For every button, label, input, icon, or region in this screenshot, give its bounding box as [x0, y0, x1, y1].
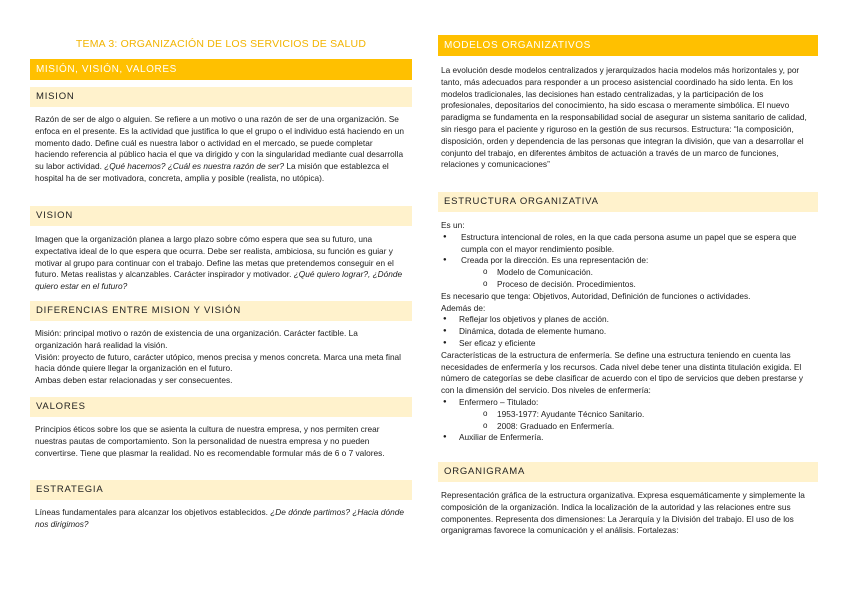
mision-text: Razón de ser de algo o alguien. Se refiere a un motivo o una razón de ser de una organización. Se enfoca en el presente. Es la actividad que justifica lo que el grupo o el individuo está haciendo en un momento dado. Define cuál es nuestra labor o actividad en el mercado, se puede completar haciendo referencia al público hacia el que va dirigido y con la singularidad mediante cual desarrolla su labor actividad. ¿Qué hacemos? ¿Cuál es nuestra razón de ser? La misión que establezca el hospital ha de ser motivadora, concreta, amplia y posible (realista, no utópica).	[35, 114, 405, 183]
document-title: TEMA 3: ORGANIZACIÓN DE LOS SERVICIOS DE SALUD	[75, 38, 367, 50]
subheader-mision: MISION	[30, 87, 412, 107]
titulado-sub-1: o 1953-1977: Ayudante Técnico Sanitario.	[441, 409, 816, 421]
estrategia-text: Líneas fundamentales para alcanzar los objetivos establecidos. ¿De dónde partimos? ¿Hacia dónde nos dirigimos?	[35, 507, 404, 529]
subheader-estructura: ESTRUCTURA ORGANIZATIVA	[438, 192, 818, 212]
subheader-vision: VISION	[30, 206, 412, 226]
nivel-auxiliar: ● Auxiliar de Enfermería.	[441, 432, 816, 444]
section-header-mision-vision-valores: MISIÓN, VISIÓN, VALORES	[30, 59, 412, 80]
ademas-bullet-1: ● Reflejar los objetivos y planes de acción.	[441, 314, 816, 326]
subheader-organigrama: ORGANIGRAMA	[438, 462, 818, 482]
estructura-bullet-1: ● Estructura intencional de roles, en la que cada persona asume un papel que se espera que cumpla con el mayor rendimiento posible.	[441, 232, 816, 256]
ademas-bullet-3: ● Ser eficaz y eficiente	[441, 338, 816, 350]
estructura-text: Es un: ● Estructura intencional de roles, en la que cada persona asume un papel que se espera que cumpla con el mayor rendimiento posible. ● Creada por la dirección. Es una representación de: o Modelo de Comunicación. o Proceso de decisión. Procedimientos. Es necesario que tenga: Objetivos, Autoridad, Definición de funciones o actividades. Además de: ● Reflejar los objetivos y planes de acción. ● Dinámica, dotada de elemente humano. ● Ser eficaz y eficiente Características de la estructura de enfermería. Se define una estructura teniendo en cuenta las necesidades de enfermería y los recursos. Cada nivel debe tener una distinta titulación exigida. El número de categorías se debe clasificar de acuerdo con el tipo de servicios que deben prestarse y con la dimensión del servicio. Dos niveles de enfermería: ● Enfermero – Titulado: o 1953-1977: Ayudante Técnico Sanitario. o 2008: Graduado en Enfermería. ● Auxiliar de Enfermería.	[441, 220, 816, 444]
valores-text: Principios éticos sobre los que se asienta la cultura de nuestra empresa, y nos permiten crear nuestras pautas de comportamiento. Son la personalidad de nuestra empresa y no pueden convertirse. Tiene que plasmar la realidad. No es recomendable formular más de 6 o 7 valores.	[35, 424, 385, 458]
nivel-enfermero: ● Enfermero – Titulado:	[441, 397, 816, 409]
subheader-valores: VALORES	[30, 397, 412, 417]
diferencias-text: Misión: principal motivo o razón de existencia de una organización. Carácter factible. La organización hará realidad la visión. Visión: proyecto de futuro, carácter utópico, menos precisa y menos concreta. Marca una meta final hacia dónde quiere llegar la organización en el futuro. Ambas deben estar relacionadas y ser consecuentes.	[35, 328, 402, 386]
vision-text: Imagen que la organización planea a largo plazo sobre cómo espera que sea su futuro, una expectativa ideal de lo que espera que ocurra. Debe ser realista, ambiciosa, su función es guiar y motivar al grupo para continuar con el trabajo. Define las metas que pretendemos conseguir en el futuro. Metas realistas y alcanzables. Carácter inspirador y motivador. ¿Qué quiero lograr?, ¿Dónde quiero estar en el futuro?	[35, 234, 403, 292]
subheader-estrategia: ESTRATEGIA	[30, 480, 412, 500]
titulado-sub-2: o 2008: Graduado en Enfermería.	[441, 421, 816, 433]
subheader-diferencias: DIFERENCIAS ENTRE MISION Y VISIÓN	[30, 301, 412, 321]
organigrama-text: Representación gráfica de la estructura organizativa. Expresa esquemáticamente y simplemente la composición de la organización. Indica la localización de la autoridad y las relaciones entre sus componentes. Representa dos dimensiones: La Jerarquía y la División del trabajo. El uso de los organigramas favorece la comunicación y el análisis. Fortalezas:	[441, 490, 805, 536]
ademas-bullet-2: ● Dinámica, dotada de elemente humano.	[441, 326, 816, 338]
estructura-sub-bullet-2: o Proceso de decisión. Procedimientos.	[441, 279, 816, 291]
section-header-modelos: MODELOS ORGANIZATIVOS	[438, 35, 818, 56]
estructura-bullet-2: ● Creada por la dirección. Es una representación de:	[441, 255, 816, 267]
modelos-text: La evolución desde modelos centralizados y jerarquizados hacia modelos más horizontales y, por tanto, más adecuados para responder a un proceso asistencial coordinado ha sido lenta. En los modelos tradicionales, las decisiones han estado centralizadas, y la participación de los profesionales, depositarios del conocimiento, ha sido escasa o meramente simbólica. El nuevo paradigma se fundamenta en la responsabilidad social de asegurar un sistema sanitario de calidad, sin riesgo para el paciente y riguroso en la gestión de sus recursos. Estructura: “la composición, disposición, orden y dependencia de las personas que integran la división, que van a desarrollar el conjunto del trabajo, en diferentes ámbitos de actuación a través de un marco de funciones, relaciones y comunicaciones”	[441, 65, 807, 170]
estructura-sub-bullet-1: o Modelo de Comunicación.	[441, 267, 816, 279]
